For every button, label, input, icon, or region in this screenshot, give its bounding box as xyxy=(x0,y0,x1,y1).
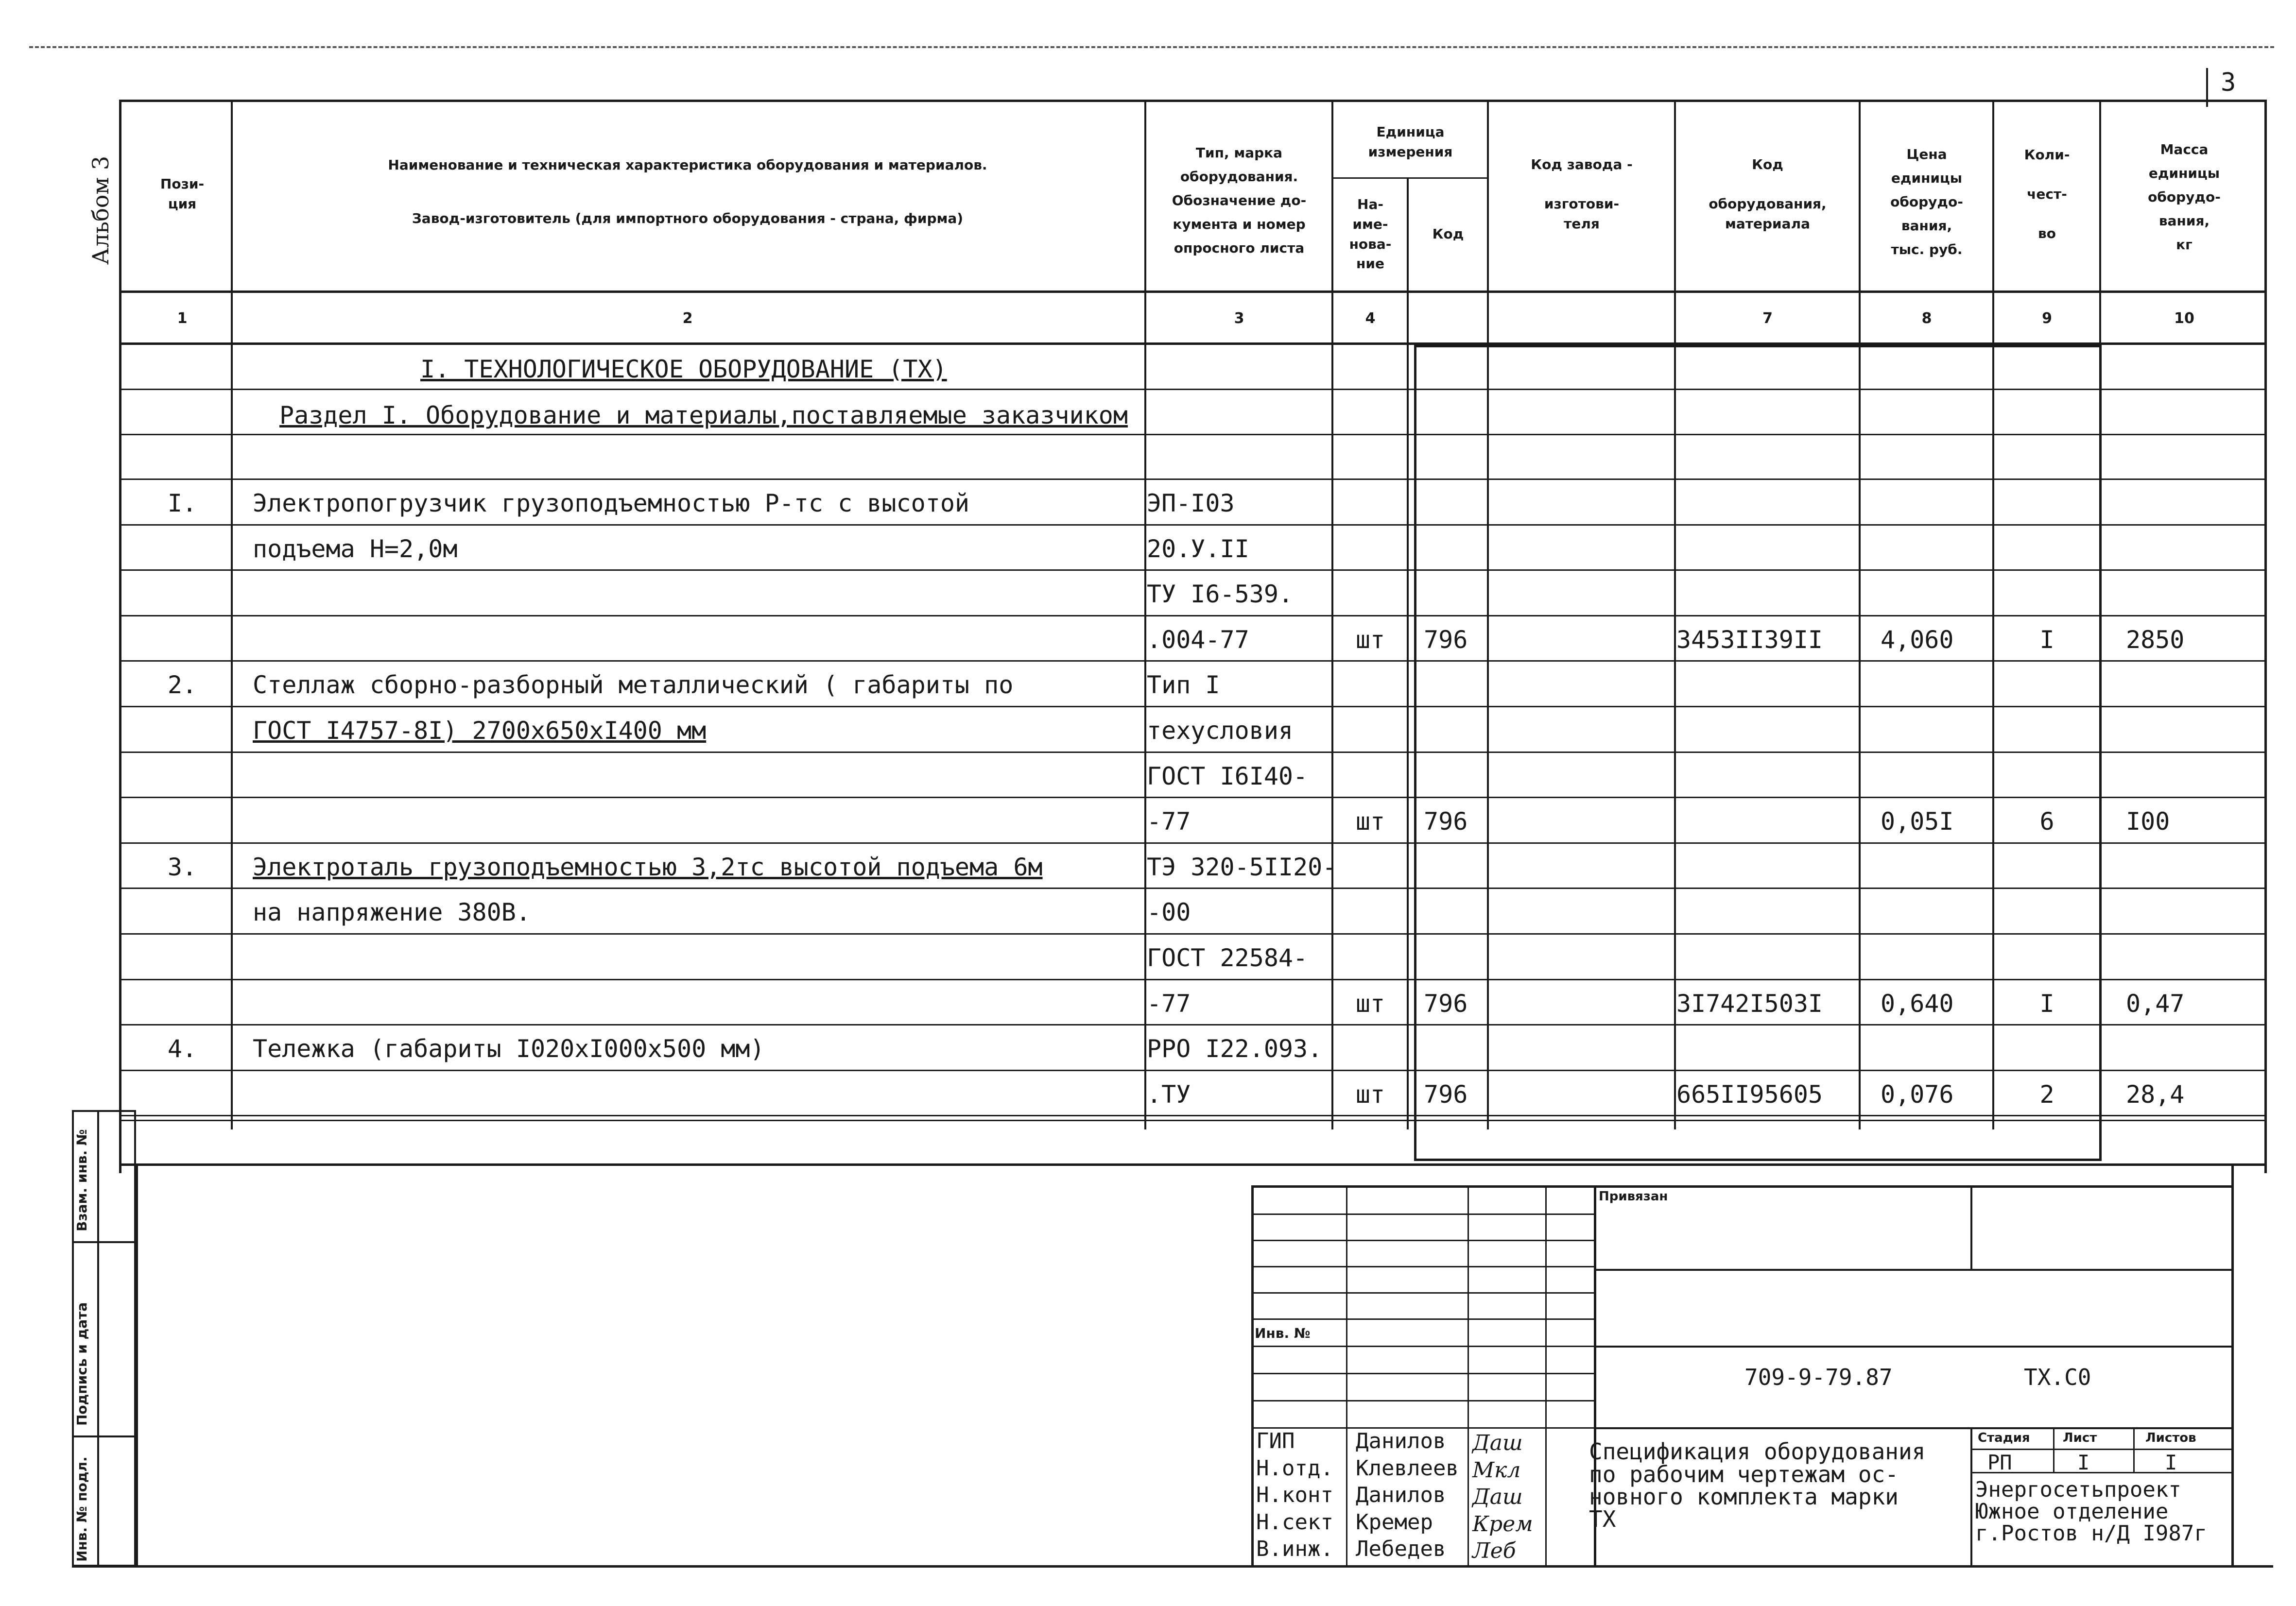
cell-mat-code: 665II95605 xyxy=(1676,1080,1823,1109)
cell-qty: I xyxy=(2039,989,2054,1018)
staff-role: ГИП xyxy=(1256,1429,1295,1453)
staff-name: Клевлеев xyxy=(1356,1455,1459,1481)
doc-code: 709-9-79.87 xyxy=(1744,1364,1893,1390)
header-unit-code: Код xyxy=(1432,226,1464,242)
description-line-1: Спецификация оборудования xyxy=(1589,1438,1926,1465)
cell-unit: шт xyxy=(1355,989,1385,1018)
header-material-code: Код оборудования, материала xyxy=(1709,156,1827,232)
colnum-9: 9 xyxy=(2042,310,2052,327)
colnum-8: 8 xyxy=(1921,310,1932,327)
cell-pos: I. xyxy=(167,489,197,517)
cell-code: 796 xyxy=(1424,625,1468,654)
org-line-1: Энергосетьпроект xyxy=(1975,1477,2181,1502)
header-name-line2: Завод-изготовитель (для импортного оборудования - страна, фирма) xyxy=(412,210,964,226)
cell-type: -00 xyxy=(1147,898,1191,927)
description-line-3: новного комплекта марки xyxy=(1589,1484,1899,1510)
stage-value: РП xyxy=(1987,1451,2012,1474)
header-unit-name: На- име- нова- ние xyxy=(1349,196,1392,272)
cell-mat-code: 3I742I503I xyxy=(1676,989,1823,1018)
cell-unit: шт xyxy=(1355,625,1385,654)
cell-name: на напряжение 380В. xyxy=(253,898,531,927)
cell-type: ГОСТ 22584- xyxy=(1147,944,1308,972)
staff-name: Данилов xyxy=(1356,1429,1446,1453)
colnum-4: 4 xyxy=(1365,310,1376,327)
colnum-2: 2 xyxy=(682,310,693,327)
colnum-7: 7 xyxy=(1762,310,1773,327)
section-subtitle: Раздел I. Оборудование и материалы,поставляемые заказчиком xyxy=(279,401,1128,429)
sheets-value: I xyxy=(2165,1451,2177,1474)
stage-label: Стадия xyxy=(1978,1431,2030,1445)
cell-pos: 2. xyxy=(167,671,197,700)
staff-name: Кремер xyxy=(1356,1509,1433,1535)
cell-type: ГОСТ I6I40- xyxy=(1147,762,1308,790)
staff-name: Лебедев xyxy=(1356,1537,1446,1561)
header-position: Пози- ция xyxy=(160,176,205,212)
cell-pos: 3. xyxy=(167,853,197,881)
header-name-line1: Наименование и техническая характеристика оборудования и материалов. xyxy=(388,156,987,173)
cell-code: 796 xyxy=(1424,807,1468,836)
cell-type: -77 xyxy=(1147,807,1191,836)
cell-name: Электроталь грузоподъемностью 3,2тс высотой подъема 6м xyxy=(253,853,1043,881)
cell-type: .004-77 xyxy=(1147,625,1249,654)
cell-code: 796 xyxy=(1424,989,1468,1018)
cell-price: 0,05I xyxy=(1881,807,1954,836)
org-line-3: г.Ростов н/Д I987г xyxy=(1975,1521,2207,1546)
staff-sign: Мкл xyxy=(1472,1457,1521,1483)
cell-type: 20.У.II xyxy=(1147,534,1249,563)
sheet-label: Лист xyxy=(2063,1431,2097,1445)
cell-type: ТЭ 320-5II20- xyxy=(1147,853,1337,881)
privyazan-label: Привязан xyxy=(1599,1189,1668,1204)
sheet-value: I xyxy=(2077,1451,2090,1474)
cell-type: Тип I xyxy=(1147,671,1220,700)
header-type: Тип, марка оборудования. Обозначение до- кумента и номер опросного листа xyxy=(1172,145,1307,256)
cell-unit: шт xyxy=(1355,1080,1385,1109)
staff-sign: Крем xyxy=(1472,1511,1533,1537)
staff-role: Н.отд. xyxy=(1256,1455,1333,1481)
section-title: I. ТЕХНОЛОГИЧЕСКОЕ ОБОРУДОВАНИЕ (ТХ) xyxy=(420,355,947,383)
cell-mass: 2850 xyxy=(2126,625,2185,654)
cell-mass: 28,4 xyxy=(2126,1080,2185,1109)
cell-qty: 6 xyxy=(2039,807,2054,836)
header-mass: Масса единицы оборудо- вания, кг xyxy=(2148,141,2221,253)
cell-mass: I00 xyxy=(2126,807,2170,836)
cell-price: 0,640 xyxy=(1881,989,1954,1018)
inv-no-label: Инв. № xyxy=(1255,1325,1311,1341)
description-line-4: ТХ xyxy=(1589,1506,1616,1532)
colnum-3: 3 xyxy=(1234,310,1244,327)
cell-name: подъема Н=2,0м xyxy=(253,534,458,563)
page-number: 3 xyxy=(2221,68,2236,97)
cell-code: 796 xyxy=(1424,1080,1468,1109)
doc-mark: ТХ.С0 xyxy=(2024,1364,2091,1390)
cell-type: ЭП-I03 xyxy=(1147,489,1235,517)
staff-sign: Даш xyxy=(1472,1431,1523,1455)
header-quantity: Коли- чест- во xyxy=(2024,146,2070,241)
cell-name: Стеллаж сборно-разборный металлический ( габариты по xyxy=(253,671,1014,700)
staff-sign: Даш xyxy=(1472,1485,1523,1509)
top-dashed-rule xyxy=(29,46,2274,48)
album-label: Альбом 3 xyxy=(87,155,114,265)
cell-price: 4,060 xyxy=(1881,625,1954,654)
cell-mat-code: 3453II39II xyxy=(1676,625,1823,654)
cell-name: Тележка (габариты I020хI000х500 мм) xyxy=(253,1035,765,1063)
colnum-10: 10 xyxy=(2174,310,2194,327)
cell-qty: I xyxy=(2039,625,2054,654)
stamp-sign-date: Подпись и дата xyxy=(74,1302,90,1426)
cell-mass: 0,47 xyxy=(2126,989,2185,1018)
cell-qty: 2 xyxy=(2039,1080,2054,1109)
staff-sign: Леб xyxy=(1472,1538,1516,1563)
stamp-inv-replace: Взам. инв. № xyxy=(74,1129,90,1231)
cell-type: -77 xyxy=(1147,989,1191,1018)
description-line-2: по рабочим чертежам ос- xyxy=(1589,1461,1899,1487)
org-line-2: Южное отделение xyxy=(1975,1499,2169,1524)
cell-name: ГОСТ I4757-8I) 2700х650хI400 мм xyxy=(253,717,707,745)
header-factory-code: Код завода - изготови- теля xyxy=(1531,156,1633,232)
cell-type: ТУ I6-539. xyxy=(1147,580,1294,609)
header-price: Цена единицы оборудо- вания, тыс. руб. xyxy=(1890,146,1963,257)
cell-name: Электропогрузчик грузоподъемностью Р-тс с высотой xyxy=(253,489,970,517)
header-unit: Единица измерения xyxy=(1368,123,1453,160)
sheets-label: Листов xyxy=(2145,1431,2196,1445)
cell-type: техусловия xyxy=(1147,717,1294,745)
colnum-1: 1 xyxy=(177,310,188,327)
staff-role: Н.сект xyxy=(1256,1509,1333,1535)
staff-name: Данилов xyxy=(1356,1483,1446,1507)
cell-unit: шт xyxy=(1355,807,1385,836)
cell-pos: 4. xyxy=(167,1035,197,1063)
cell-price: 0,076 xyxy=(1881,1080,1954,1109)
stamp-inv-orig: Инв. № подл. xyxy=(74,1456,90,1562)
cell-type: РРО I22.093. xyxy=(1147,1035,1323,1063)
staff-role: Н.конт xyxy=(1256,1483,1333,1507)
cell-type: .ТУ xyxy=(1147,1080,1191,1109)
staff-role: В.инж. xyxy=(1256,1537,1333,1561)
